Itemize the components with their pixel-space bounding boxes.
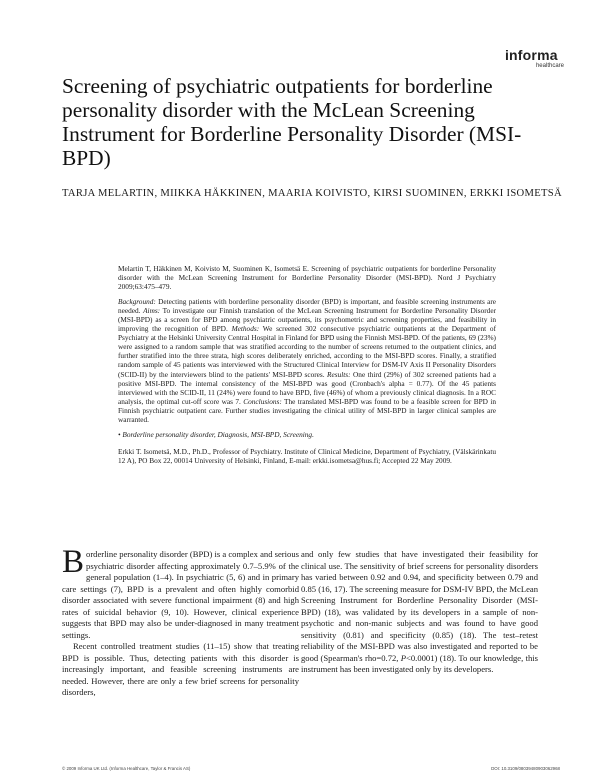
- affiliation: Erkki T. Isometsä, M.D., Ph.D., Professor of Psychiatry. Institute of Clinical Medicine, Department of Psychiatry, (Välskärinkatu 12 A), PO Box 22, 00014 University of Helsinki, Finland, E-mail: erkki.isometsa@hus.fi; Accepted 22 May 2009.: [118, 446, 496, 465]
- conclusions-text: The translated MSI-BPD was found to be a feasible screen for BPD in Finnish psychiatric outpatient care. Further studies investigating the clinical utility of MSI-BPD in larger clinical samples are warranted.: [118, 396, 496, 424]
- aims-label: Aims:: [143, 306, 161, 316]
- background-text: Detecting patients with borderline personality disorder (BPD) is important, and feasible screening instruments are needed.: [118, 297, 496, 316]
- abstract-text: [118, 297, 496, 424]
- publisher-logo: [505, 48, 564, 69]
- body-paragraph-2: Recent controlled treatment studies (11–15) show that treating BPD is possible. Thus, detecting patients with this disorder is increasingly important, and feasible screening instruments are needed. However, there are only a few brief screens for personality disorders,: [62, 641, 299, 697]
- aims-text: To investigate our Finnish translation of the McLean Screening Instrument for Borderline Personality Disorder (MSI-BPD) as a screen for BPD among psychiatric outpatients, its psychometric and screening properties, and feasibility in improving the recognition of BPD.: [118, 306, 496, 334]
- logo-sub: healthcare: [535, 63, 564, 69]
- methods-label: Methods:: [231, 324, 260, 334]
- conclusions-label: Conclusions:: [243, 396, 282, 406]
- body-paragraph-1: [62, 544, 299, 641]
- abstract-block: [118, 264, 496, 465]
- citation: Melartin T, Häkkinen M, Koivisto M, Suominen K, Isometsä E. Screening of psychiatric outpatients for borderline Personality disorder with the McLean Screening Instrument for Borderline Personality Disorder (MSI-BPD). Nord J Psychiatry 2009;63:475–479.: [118, 264, 496, 292]
- author-list: TARJA MELARTIN, MIIKKA HÄKKINEN, MAARIA KOIVISTO, KIRSI SUOMINEN, ERKKI ISOMETSÄ: [62, 188, 562, 199]
- body-column-left: [62, 544, 299, 699]
- right-text-b: <0.0001) (18). To our knowledge, this instrument has been investigated only by its developers.: [301, 652, 538, 674]
- background-label: Background:: [118, 297, 156, 307]
- keywords: [118, 430, 496, 439]
- logo-brand: informa: [504, 47, 558, 63]
- methods-text: We screened 302 consecutive psychiatric outpatients at the Department of Psychiatry at the Helsinki University Central Hospital in Finland for BPD using the Finnish MSI-BPD. Of the patients, 69 (23%) were assigned to a random sample that was stratified according to the number of screens returned to the outpatient clinics, and further stratified into the three strata, high scores deliberately enriched, according to the MSI-BPD scores. Finally, a stratified random sample of 45 patients was interviewed with the Structured Clinical Interview for DSM-IV Axis II Personality Disorders (SCID-II) by the interviewers blind to the patients' MSI-BPD scores.: [118, 324, 496, 379]
- article-title: Screening of psychiatric outpatients for borderline personality disorder with the McLean Screening Instrument for Borderline Personality Disorder (MSI-BPD): [62, 74, 522, 170]
- body-paragraph-3: [301, 549, 538, 676]
- results-label: Results:: [327, 369, 351, 379]
- keywords-text: • Borderline personality disorder, Diagnosis, MSI-BPD, Screening.: [118, 429, 314, 439]
- results-text: One third (29%) of 302 screened patients had a positive MSI-BPD. The internal consistency of the MSI-BPD was good (Cronbach's alpha = 0.77). Of the 45 patients interviewed with the SCID-II, 11 (24%) were found to have BPD, five (46%) of whom a previously clinical diagnosis. In a ROC analysis, the optimal cut-off score was 7.: [118, 369, 497, 406]
- drop-cap: B: [62, 544, 85, 580]
- body-column-right: [301, 549, 538, 676]
- right-text-a: and only few studies that have investigated their feasibility for clinical use. The sensitivity of brief screens for personality disorders has varied between 0.92 and 0.94, and specificity between 0.79 and 0.85 (16, 17). The screening measure for DSM-IV BPD, the McLean Screening Instrument for Borderline Personality Disorder (MSI-BPD) (18), was validated by its developers in a sample of non-psychotic and non-manic subjects and was found to have good sensitivity (0.81) and specificity (0.85) (18). The test–retest reliability of the MSI-BPD was also investigated and reported to be good (Spearman's rho=0.72,: [301, 549, 538, 663]
- footer-doi: DOI: 10.3109/08039480903062968: [491, 766, 560, 771]
- footer-copyright: © 2009 Informa UK Ltd. (Informa Healthcare, Taylor & Francis AS): [62, 766, 191, 771]
- p-value-symbol: P: [400, 652, 407, 663]
- para1-text: orderline personality disorder (BPD) is a complex and serious psychiatric disorder affecting approximately 0.7–5.9% of the general population (1–4). In psychiatric (5, 6) and in primary care settings (7), BPD is a prevalent and often highly comorbid disorder associated with severe functional impairment (8) and high rates of suicidal behavior (9, 10). However, clinical experience suggests that BPD may also be under-diagnosed in many treatment settings.: [62, 549, 299, 640]
